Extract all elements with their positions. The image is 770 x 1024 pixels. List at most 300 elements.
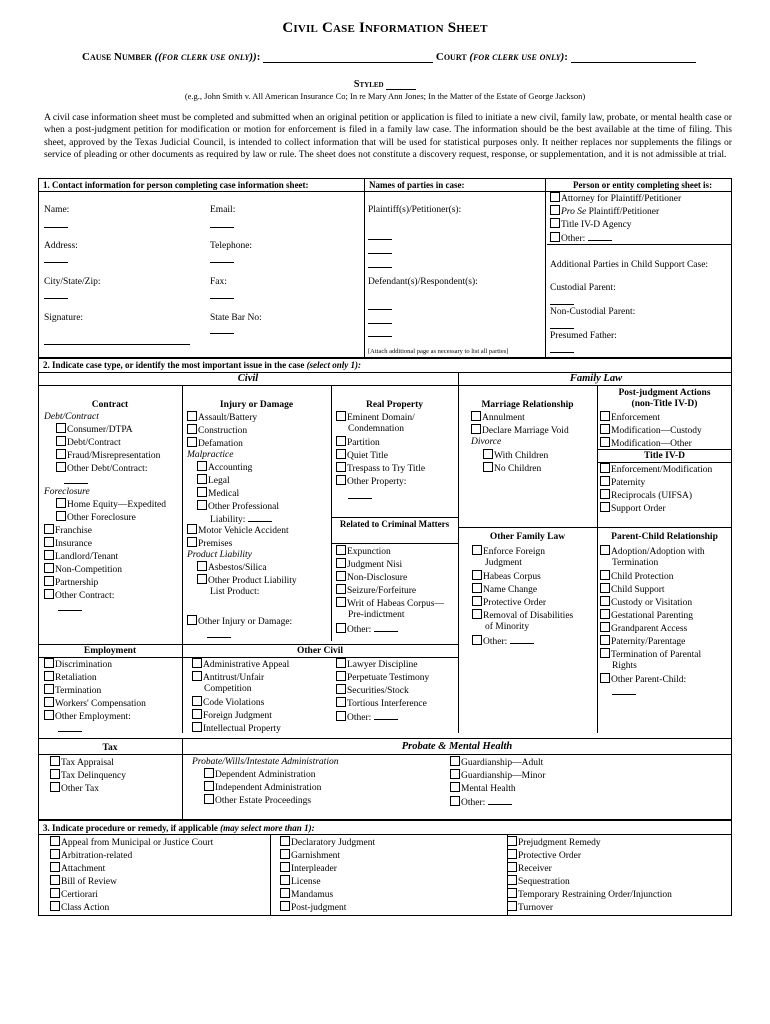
email-field[interactable] [210,218,234,232]
plaintiffs-label: Plaintiff(s)/Petitioner(s): [368,205,462,215]
checkbox[interactable] [336,684,346,694]
checkbox[interactable] [50,901,60,911]
blank-field[interactable] [44,218,68,228]
opt-non-disclosure[interactable]: Non-Disclosure [336,571,407,584]
blank-field[interactable] [368,244,392,254]
page-title: Civil Case Information Sheet [282,20,488,36]
checkbox[interactable] [280,836,290,846]
injury-heading: Injury or Damage [219,400,294,410]
checkbox[interactable] [336,545,346,555]
checkbox[interactable] [44,576,54,586]
opt-admin-appeal[interactable]: Administrative Appeal [192,658,289,671]
noncustodial-label: Non-Custodial Parent: [550,307,636,317]
opt-retaliation[interactable]: Retaliation [44,671,97,684]
checkbox[interactable] [280,862,290,872]
checkbox[interactable] [50,836,60,846]
checkbox[interactable] [600,437,610,447]
opt-termination-parental[interactable]: Termination of Parental [600,648,701,661]
product-liability-sub: Product Liability [187,550,252,560]
opt-insurance[interactable]: Insurance [44,537,92,550]
checkbox[interactable] [600,411,610,421]
blank-field[interactable] [488,795,512,805]
opt-license[interactable]: License [280,875,321,888]
malpractice-sub: Malpractice [187,450,234,460]
opt-support-order[interactable]: Support Order [600,502,666,515]
checkbox[interactable] [280,849,290,859]
checkbox[interactable] [50,862,60,872]
opt-other-tax[interactable]: Other Tax [50,782,99,795]
checkbox[interactable] [600,463,610,473]
opt-foreign-judgment[interactable]: Foreign Judgment [192,709,272,722]
checkbox[interactable] [50,849,60,859]
checkbox[interactable] [204,794,214,804]
blank-field[interactable] [550,319,574,329]
checkbox[interactable] [507,888,517,898]
checkbox[interactable] [192,658,202,668]
checkbox[interactable] [550,218,560,228]
opt-appeal-municipal[interactable]: Appeal from Municipal or Justice Court [50,836,213,849]
opt-mod-custody[interactable]: Modification—Custody [600,424,702,437]
opt-prejudgment[interactable]: Prejudgment Remedy [507,836,601,849]
blank-field[interactable] [368,314,392,324]
fax-field[interactable] [210,289,234,303]
blank-field[interactable] [588,231,612,241]
blank-field[interactable] [44,253,68,263]
custodial-label: Custodial Parent: [550,283,616,293]
checkbox[interactable] [471,411,481,421]
presumed-field[interactable] [550,343,574,357]
checkbox[interactable] [550,192,560,202]
opt-motor-vehicle[interactable]: Motor Vehicle Accident [187,524,289,537]
telephone-field[interactable] [210,253,234,267]
blank-field[interactable] [368,327,392,337]
attach-note: [Attach additional page as necessary to list all parties] [368,348,509,355]
checkbox[interactable] [336,411,346,421]
blank-field[interactable] [368,300,392,310]
checkbox[interactable] [471,424,481,434]
checkbox[interactable] [336,571,346,581]
checkbox[interactable] [450,796,460,806]
blank-field[interactable] [374,622,398,632]
opt-termination[interactable]: Termination [44,684,101,697]
criminal-heading: Related to Criminal Matters [339,519,450,529]
signature-field[interactable] [44,344,190,345]
opt-tortious[interactable]: Tortious Interference [336,697,427,710]
blank-field[interactable] [210,253,234,263]
opt-child-support[interactable]: Child Support [600,583,665,596]
opt-child-protection[interactable]: Child Protection [600,570,674,583]
checkbox[interactable] [600,622,610,632]
contract-heading: Contract [91,400,129,410]
opt-code-violations[interactable]: Code Violations [192,696,264,709]
blank-field[interactable] [210,324,234,334]
opt-garnishment[interactable]: Garnishment [280,849,340,862]
styled-example: (e.g., John Smith v. All American Insurance Co; In re Mary Ann Jones; In the Matter of the Estate of George Jackson) [184,91,586,101]
checkbox[interactable] [336,658,346,668]
checkbox[interactable] [56,436,66,446]
checkbox[interactable] [600,673,610,683]
blank-field[interactable] [510,634,534,644]
checkbox[interactable] [472,570,482,580]
opt-perpetuate[interactable]: Perpetuate Testimony [336,671,429,684]
checkbox[interactable] [450,769,460,779]
opt-premises[interactable]: Premises [187,537,232,550]
fax-label: Fax: [210,277,227,287]
opt-certiorari[interactable]: Certiorari [50,888,98,901]
city-field[interactable] [44,289,68,303]
opt-pro-se[interactable]: Pro Se Plaintiff/Petitioner [550,205,659,218]
opt-arbitration[interactable]: Arbitration-related [50,849,132,862]
checkbox[interactable] [187,615,197,625]
court-field[interactable] [571,51,696,63]
opt-removal-disabilities[interactable]: Removal of Disabilities [472,609,573,622]
checkbox[interactable] [550,205,560,215]
opt-other-contract[interactable]: Other Contract: [44,589,114,602]
opt-class-action[interactable]: Class Action [50,901,109,914]
checkbox[interactable] [197,461,207,471]
name-label: Name: [44,205,70,215]
cause-number-note: ((for clerk use only)) [154,51,257,63]
checkbox[interactable] [336,558,346,568]
marriage-heading: Marriage Relationship [481,400,574,410]
checkbox[interactable] [44,684,54,694]
checkbox[interactable] [56,423,66,433]
opt-grandparent[interactable]: Grandparent Access [600,622,687,635]
checkbox[interactable] [600,424,610,434]
checkbox[interactable] [450,756,460,766]
addl-parties-label: Additional Parties in Child Support Case: [550,260,709,270]
opt-eminent-domain[interactable]: Eminent Domain/ [336,411,415,424]
name-field[interactable] [44,218,68,232]
opt-securities[interactable]: Securities/Stock [336,684,409,697]
opt-custody[interactable]: Custody or Visitation [600,596,692,609]
blank-field[interactable] [248,512,272,522]
checkbox[interactable] [600,596,610,606]
opt-medical[interactable]: Medical [197,487,239,500]
opt-home-equity[interactable]: Home Equity—Expedited [56,498,166,511]
checkbox[interactable] [450,782,460,792]
opt-attachment[interactable]: Attachment [50,862,105,875]
checkbox[interactable] [44,537,54,547]
opt-post-judgment[interactable]: Post-judgment [280,901,346,914]
opt-sequestration[interactable]: Sequestration [507,875,570,888]
opt-dependent-admin[interactable]: Dependent Administration [204,768,316,781]
opt-other-probate[interactable]: Other: [450,795,512,809]
opt-paternity-parentage[interactable]: Paternity/Parentage [600,635,685,648]
opt-antitrust[interactable]: Antitrust/Unfair [192,671,264,684]
checkbox[interactable] [472,583,482,593]
styled-line [0,78,770,90]
opt-reciprocals[interactable]: Reciprocals (UIFSA) [600,489,692,502]
opt-tax-delinquency[interactable]: Tax Delinquency [50,769,126,782]
opt-franchise[interactable]: Franchise [44,524,92,537]
opt-other-civil[interactable]: Other: [336,710,398,724]
checkbox[interactable] [280,875,290,885]
checkbox[interactable] [600,489,610,499]
plaintiff-field-1[interactable] [368,230,392,244]
opt-adoption[interactable]: Adoption/Adoption with [600,545,705,558]
address-field[interactable] [44,253,68,267]
blank-field[interactable] [374,710,398,720]
plaintiff-field-3[interactable] [368,258,392,272]
opt-with-children[interactable]: With Children [483,449,548,462]
checkbox[interactable] [187,424,197,434]
plaintiff-field-2[interactable] [368,244,392,258]
opt-discrimination[interactable]: Discrimination [44,658,112,671]
checkbox[interactable] [44,671,54,681]
presumed-label: Presumed Father: [550,331,617,341]
other-employment-field[interactable] [58,722,82,736]
opt-other-estate[interactable]: Other Estate Proceedings [204,794,311,807]
checkbox[interactable] [600,635,610,645]
checkbox[interactable] [600,648,610,658]
checkbox[interactable] [197,574,207,584]
blank-field[interactable] [210,289,234,299]
opt-enforcement[interactable]: Enforcement [600,411,660,424]
checkbox[interactable] [336,584,346,594]
checkbox[interactable] [197,500,207,510]
postjudgment-subheading: (non-Title IV-D) [631,399,698,409]
opt-quiet-title[interactable]: Quiet Title [336,449,388,462]
family-law-heading: Family Law [569,373,623,384]
opt-seizure[interactable]: Seizure/Forfeiture [336,584,416,597]
checkbox[interactable] [600,570,610,580]
opt-name-change[interactable]: Name Change [472,583,537,596]
opt-interpleader[interactable]: Interpleader [280,862,337,875]
opt-intellectual-property[interactable]: Intellectual Property [192,722,281,735]
checkbox[interactable] [192,709,202,719]
checkbox[interactable] [50,875,60,885]
checkbox[interactable] [44,658,54,668]
checkbox[interactable] [600,583,610,593]
checkbox[interactable] [600,502,610,512]
blank-field[interactable] [368,258,392,268]
cause-number-label: Cause Number [82,51,152,63]
checkbox[interactable] [187,537,197,547]
opt-other-foreclosure[interactable]: Other Foreclosure [56,511,136,524]
opt-non-competition[interactable]: Non-Competition [44,563,122,576]
checkbox[interactable] [44,563,54,573]
other-contract-field[interactable] [58,601,82,615]
opt-declare-void[interactable]: Declare Marriage Void [471,424,569,437]
checkbox[interactable] [507,862,517,872]
checkbox[interactable] [483,462,493,472]
opt-accounting[interactable]: Accounting [197,461,252,474]
other-injury-field[interactable] [207,628,231,642]
opt-mental-health[interactable]: Mental Health [450,782,516,795]
checkbox[interactable] [336,597,346,607]
other-property-field[interactable] [348,489,372,503]
opt-annulment[interactable]: Annulment [471,411,525,424]
checkbox[interactable] [44,524,54,534]
opt-bill-review[interactable]: Bill of Review [50,875,117,888]
termination-label: Termination [612,558,659,568]
defendant-field-3[interactable] [368,327,392,341]
opt-defamation[interactable]: Defamation [187,437,243,450]
checkbox[interactable] [197,487,207,497]
checkbox[interactable] [56,498,66,508]
defendant-field-2[interactable] [368,314,392,328]
styled-field[interactable] [386,78,416,90]
opt-other-debt[interactable]: Other Debt/Contract: [56,462,147,475]
opt-construction[interactable]: Construction [187,424,247,437]
bar-field[interactable] [210,324,234,338]
checkbox[interactable] [336,671,346,681]
opt-other-criminal[interactable]: Other: [336,622,398,636]
address-label: Address: [44,241,78,251]
opt-tro[interactable]: Temporary Restraining Order/Injunction [507,888,672,901]
blank-field[interactable] [64,474,88,484]
opt-expunction[interactable]: Expunction [336,545,391,558]
checkbox[interactable] [336,449,346,459]
blank-field[interactable] [58,601,82,611]
bar-label: State Bar No: [210,313,262,323]
checkbox[interactable] [204,781,214,791]
opt-other-product[interactable]: Other Product Liability [197,574,297,587]
cause-number-line: Cause Number ((for clerk use only)): Court (for clerk use only): [82,51,696,63]
checkbox[interactable] [187,437,197,447]
checkbox[interactable] [44,710,54,720]
checkbox[interactable] [280,901,290,911]
checkbox[interactable] [197,561,207,571]
checkbox[interactable] [600,609,610,619]
court-label: Court [435,51,467,63]
checkbox[interactable] [336,711,346,721]
blank-field[interactable] [550,295,574,305]
opt-enforce-foreign[interactable]: Enforce Foreign [472,545,545,558]
defendant-field-1[interactable] [368,300,392,314]
checkbox[interactable] [336,475,346,485]
checkbox[interactable] [56,511,66,521]
opt-other-employment[interactable]: Other Employment: [44,710,131,723]
opt-paternity[interactable]: Paternity [600,476,645,489]
opt-other-injury[interactable]: Other Injury or Damage: [187,615,292,628]
opt-other-family[interactable]: Other: [472,634,534,648]
checkbox[interactable] [50,756,60,766]
person-header: Person or entity completing sheet is: [573,180,713,190]
opt-legal[interactable]: Legal [197,474,230,487]
opt-tax-appraisal[interactable]: Tax Appraisal [50,756,114,769]
opt-fraud[interactable]: Fraud/Misrepresentation [56,449,160,462]
opt-habeas-family[interactable]: Habeas Corpus [472,570,541,583]
opt-protective-order-family[interactable]: Protective Order [472,596,546,609]
checkbox[interactable] [192,671,202,681]
checkbox[interactable] [550,232,560,242]
opt-turnover[interactable]: Turnover [507,901,553,914]
blank-field[interactable] [44,289,68,299]
checkbox[interactable] [280,888,290,898]
checkbox[interactable] [50,769,60,779]
checkbox[interactable] [472,596,482,606]
opt-judgment-nisi[interactable]: Judgment Nisi [336,558,402,571]
opt-gestational[interactable]: Gestational Parenting [600,609,693,622]
opt-declaratory[interactable]: Declaratory Judgment [280,836,375,849]
opt-other-professional[interactable]: Other Professional [197,500,279,513]
checkbox[interactable] [507,901,517,911]
checkbox[interactable] [483,449,493,459]
checkbox[interactable] [56,449,66,459]
other-civil-heading: Other Civil [296,646,343,656]
cause-number-field[interactable] [263,51,433,63]
blank-field[interactable] [368,230,392,240]
checkbox[interactable] [336,462,346,472]
checkbox[interactable] [187,411,197,421]
checkbox[interactable] [472,635,482,645]
checkbox[interactable] [197,474,207,484]
opt-receiver[interactable]: Receiver [507,862,552,875]
checkbox[interactable] [187,524,197,534]
opt-other-property[interactable]: Other Property: [336,475,406,488]
checkbox[interactable] [50,888,60,898]
checkbox[interactable] [507,875,517,885]
opt-mandamus[interactable]: Mandamus [280,888,333,901]
checkbox[interactable] [336,436,346,446]
opt-protective-order[interactable]: Protective Order [507,849,581,862]
checkbox[interactable] [204,768,214,778]
checkbox[interactable] [600,545,610,555]
section-3-header: 3. Indicate procedure or remedy, if applicable (may select more than 1): [43,823,315,833]
opt-enf-mod[interactable]: Enforcement/Modification [600,463,712,476]
opt-workers-comp[interactable]: Workers' Compensation [44,697,146,710]
opt-attorney[interactable]: Attorney for Plaintiff/Petitioner [550,192,681,205]
opt-assault[interactable]: Assault/Battery [187,411,257,424]
checkbox[interactable] [44,589,54,599]
opt-debt-contract[interactable]: Debt/Contract [56,436,121,449]
blank-field[interactable] [550,343,574,353]
opt-partnership[interactable]: Partnership [44,576,98,589]
opt-trespass[interactable]: Trespass to Try Title [336,462,425,475]
opt-independent-admin[interactable]: Independent Administration [204,781,321,794]
opt-title-ivd[interactable]: Title IV-D Agency [550,218,632,231]
checkbox[interactable] [192,696,202,706]
opt-no-children[interactable]: No Children [483,462,541,475]
opt-consumer-dtpa[interactable]: Consumer/DTPA [56,423,133,436]
blank-field[interactable] [207,628,231,638]
opt-other[interactable]: Other: [550,231,612,245]
checkbox[interactable] [44,697,54,707]
opt-lawyer-discipline[interactable]: Lawyer Discipline [336,658,417,671]
tax-heading: Tax [102,743,118,753]
opt-mod-other[interactable]: Modification—Other [600,437,692,450]
opt-other-parent-child[interactable]: Other Parent-Child: [600,673,686,686]
checkbox[interactable] [507,849,517,859]
blank-field[interactable] [348,489,372,499]
opt-partition[interactable]: Partition [336,436,380,449]
blank-field[interactable] [58,722,82,732]
styled-label: Styled [353,79,384,90]
checkbox[interactable] [472,609,482,619]
parent-child-heading: Parent-Child Relationship [611,532,718,542]
checkbox[interactable] [336,623,346,633]
blank-field[interactable] [210,218,234,228]
checkbox[interactable] [472,545,482,555]
opt-habeas-corpus[interactable]: Writ of Habeas Corpus— [336,597,444,610]
checkbox[interactable] [56,462,66,472]
checkbox[interactable] [44,550,54,560]
opt-guardianship-minor[interactable]: Guardianship—Minor [450,769,545,782]
opt-landlord[interactable]: Landlord/Tenant [44,550,118,563]
blank-field[interactable] [612,685,636,695]
checkbox[interactable] [192,722,202,732]
other-parent-child-field[interactable] [612,685,636,699]
opt-guardianship-adult[interactable]: Guardianship—Adult [450,756,543,769]
checkbox[interactable] [50,782,60,792]
opt-asbestos[interactable]: Asbestos/Silica [197,561,267,574]
minority-label: of Minority [485,622,530,632]
checkbox[interactable] [507,836,517,846]
checkbox[interactable] [600,476,610,486]
checkbox[interactable] [336,697,346,707]
